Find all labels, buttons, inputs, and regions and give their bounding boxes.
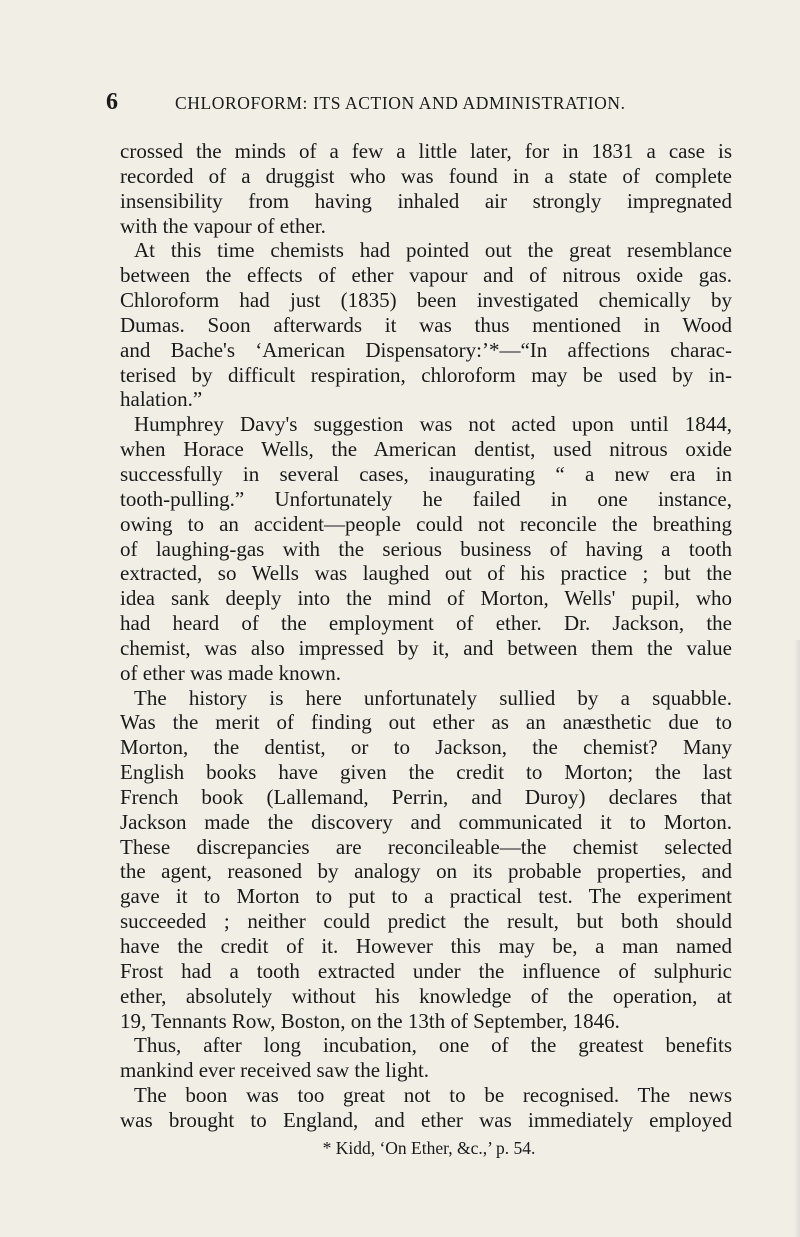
text-line: Dumas. Soon afterwards it was thus mentioned in Wood (120, 312, 732, 337)
text-line: insensibility from having inhaled air strongly impregnated (120, 188, 732, 213)
text-line: succeeded ; neither could predict the result, but both should (120, 909, 732, 934)
text-line: tooth-pulling.” Unfortunately he failed in one instance, (120, 486, 732, 511)
text-line: and Bache's ‘American Dispensatory:’*—“In affections charac- (120, 337, 732, 362)
text-line: ether, absolutely without his knowledge of the operation, at (120, 983, 732, 1008)
text-line: Chloroform had just (1835) been investigated chemically by (120, 288, 732, 313)
text-line: halation.” (120, 387, 203, 412)
page-edge-shadow (794, 640, 800, 1237)
text-line: chemist, was also impressed by it, and between them the value (120, 635, 732, 660)
text-line: Thus, after long incubation, one of the greatest benefits (134, 1033, 732, 1058)
text-line: have the credit of it. However this may be, a man named (120, 934, 732, 958)
text-line: 19, Tennants Row, Boston, on the 13th of September, 1846. (120, 1008, 620, 1033)
text-line: with the vapour of ether. (120, 213, 326, 238)
text-line: successfully in several cases, inaugurating “ a new era in (120, 461, 732, 486)
text-line: had heard of the employment of ether. Dr. Jackson, the (120, 611, 732, 636)
text-line: French book (Lallemand, Perrin, and Duroy) declares that (120, 784, 732, 809)
text-line: recorded of a druggist who was found in a state of complete (120, 163, 732, 188)
footnote: * Kidd, ‘On Ether, &c.,’ p. 54. (322, 1138, 536, 1158)
text-line: terised by difficult respiration, chloroform may be used by in- (120, 362, 732, 387)
text-line: was brought to England, and ether was immediately employed (120, 1107, 732, 1132)
text-line: the agent, reasoned by analogy on its probable properties, and (120, 859, 732, 884)
text-line: The history is here unfortunately sullied by a squabble. (134, 685, 732, 710)
text-line: Humphrey Davy's suggestion was not acted upon until 1844, (134, 412, 732, 437)
text-line: The boon was too great not to be recognised. The news (134, 1083, 732, 1108)
text-line: English books have given the credit to Morton; the last (120, 760, 732, 785)
text-line: Jackson made the discovery and communicated it to Morton. (120, 809, 732, 834)
body-text (120, 139, 732, 1133)
running-title: CHLOROFORM: ITS ACTION AND ADMINISTRATION. (175, 93, 626, 113)
text-line: when Horace Wells, the American dentist, used nitrous oxide (120, 437, 732, 462)
page-number: 6 (106, 89, 118, 115)
text-line: Frost had a tooth extracted under the influence of sulphuric (120, 958, 732, 983)
text-line: Was the merit of finding out ether as an anæsthetic due to (120, 710, 732, 735)
text-line: crossed the minds of a few a little later, for in 1831 a case is (120, 139, 732, 163)
text-line: At this time chemists had pointed out the great resemblance (134, 238, 732, 263)
text-line: of laughing-gas with the serious business of having a tooth (120, 536, 732, 561)
text-line: between the effects of ether vapour and of nitrous oxide gas. (120, 263, 732, 288)
running-head (106, 88, 706, 116)
text-line: Morton, the dentist, or to Jackson, the chemist? Many (120, 735, 732, 760)
text-line: idea sank deeply into the mind of Morton, Wells' pupil, who (120, 586, 732, 611)
text-line: mankind ever received saw the light. (120, 1058, 430, 1083)
text-line: extracted, so Wells was laughed out of his practice ; but the (120, 561, 732, 586)
text-line: These discrepancies are reconcileable—the chemist selected (120, 834, 732, 859)
text-line: gave it to Morton to put to a practical test. The experiment (120, 884, 732, 909)
text-line: owing to an accident—people could not reconcile the breathing (120, 511, 732, 536)
text-line: of ether was made known. (120, 660, 342, 685)
